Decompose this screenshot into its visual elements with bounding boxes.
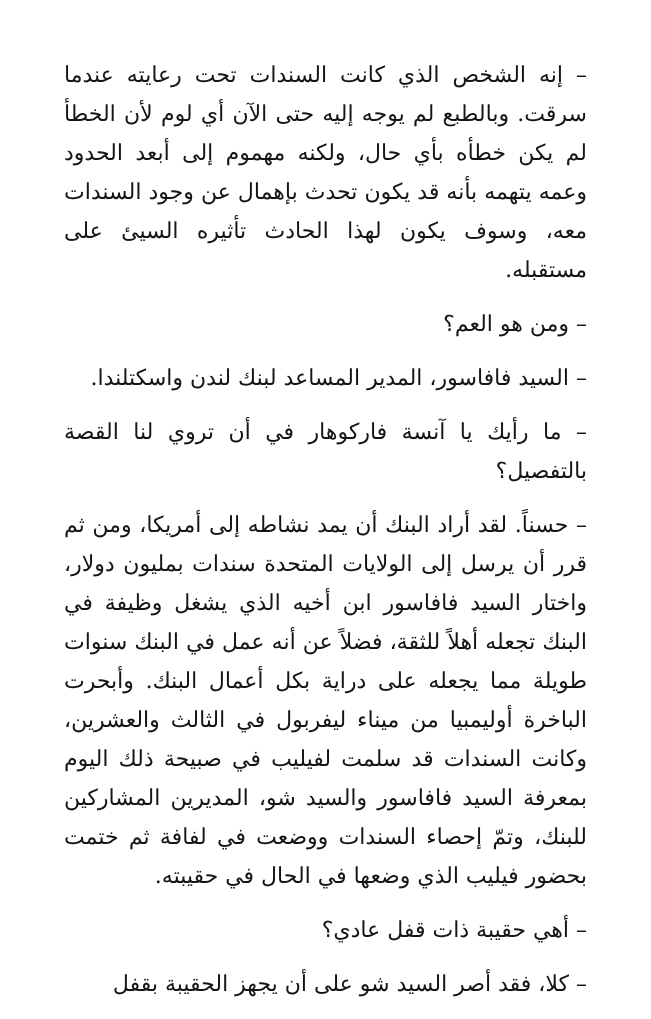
paragraph-5: – حسناً. لقد أراد البنك أن يمد نشاطه إلى أمريكا، ومن ثم قرر أن يرسل إلى الولايات المتحدة سندات بمليون دولار، واختار السيد فافاسور ابن أخيه الذي يشغل وظيفة في البنك تجعله أهلاً للثقة، فضلاً عن أنه عمل في البنك سنوات طويلة مما يجعله على دراية بكل أعمال البنك. وأبحرت الباخرة أوليمبيا من ميناء ليفربول في الثالث والعشرين، وكانت السندات قد سلمت لفيليب في صبيحة ذلك اليوم بمعرفة السيد فافاسور والسيد شو، المديرين المشاركين للبنك، وتمّ إحصاء السندات ووضعت في لفافة ثم ختمت بحضور فيليب الذي وضعها في الحال في حقيبته. [64, 513, 587, 889]
paragraph-2: – ومن هو العم؟ [443, 312, 587, 337]
paragraph-7: – كلا، فقد أصر السيد شو على أن يجهز الحقيبة بقفل [112, 972, 587, 997]
document-page [64, 56, 587, 1019]
paragraph-4: – ما رأيك يا آنسة فاركوهار في أن تروي لنا القصة بالتفصيل؟ [64, 420, 587, 484]
paragraph-1: – إنه الشخص الذي كانت السندات تحت رعايته عندما سرقت. وبالطبع لم يوجه إليه حتى الآن أي لوم لأن الخطأ لم يكن خطأه بأي حال، ولكنه مهموم إلى أبعد الحدود وعمه يتهمه بأنه قد يكون تحدث بإهمال عن وجود السندات معه، وسوف يكون لهذا الحادث تأثيره السيئ على مستقبله. [64, 63, 587, 283]
paragraph-6: – أهي حقيبة ذات قفل عادي؟ [321, 918, 587, 943]
paragraph-3: – السيد فافاسور، المدير المساعد لبنك لندن واسكتلندا. [90, 366, 587, 391]
